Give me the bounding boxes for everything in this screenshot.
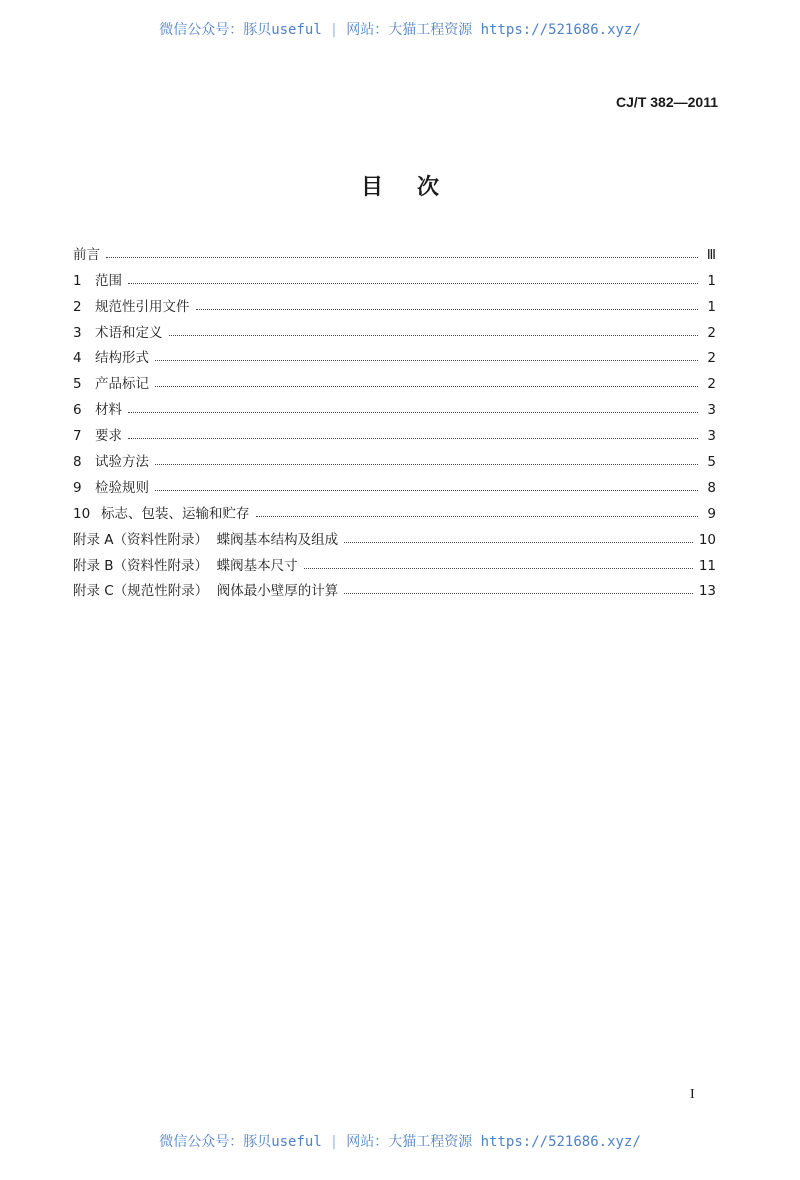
toc-entry-label: 材料	[95, 402, 122, 419]
toc-entry-label: 附录 B（资料性附录） 蝶阀基本尺寸	[73, 557, 298, 574]
watermark-separator: |	[329, 22, 339, 38]
toc-entry-number: 1	[73, 272, 82, 289]
toc-entry-label: 附录 A（资料性附录） 蝶阀基本结构及组成	[73, 531, 339, 548]
toc-entry	[73, 548, 716, 574]
dot-leader	[196, 309, 699, 310]
toc-entry-page: 5	[707, 454, 716, 471]
dot-leader	[155, 490, 698, 491]
toc-entry-page: Ⅲ	[706, 246, 716, 263]
toc-entry-page: 1	[707, 298, 716, 315]
dot-leader	[344, 593, 693, 594]
toc-entry-label: 检验规则	[95, 479, 149, 496]
dot-leader	[155, 360, 698, 361]
dot-leader	[106, 257, 698, 258]
watermark-right: 网站：大猫工程资源 https://521686.xyz/	[346, 22, 641, 38]
toc-entry-page: 3	[707, 402, 716, 419]
dot-leader	[128, 412, 698, 413]
toc-entry-page: 2	[707, 376, 716, 393]
dot-leader	[169, 335, 699, 336]
toc-entry-number: 8	[73, 454, 82, 471]
toc-entry-number: 6	[73, 402, 82, 419]
toc-entry-label: 产品标记	[95, 376, 149, 393]
toc-entry-page: 10	[698, 531, 716, 548]
toc-entry-label: 标志、包装、运输和贮存	[101, 505, 250, 522]
toc-entry	[73, 392, 716, 418]
watermark-right: 网站：大猫工程资源 https://521686.xyz/	[346, 1134, 641, 1150]
toc-entry	[73, 289, 716, 315]
document-number: CJ/T 382—2011	[616, 94, 718, 110]
dot-leader	[128, 283, 698, 284]
table-of-contents	[73, 237, 716, 599]
toc-entry	[73, 341, 716, 367]
toc-entry-page: 11	[698, 557, 716, 574]
toc-entry	[73, 418, 716, 444]
toc-entry-label: 试验方法	[95, 454, 149, 471]
page-title: 目次	[360, 175, 473, 200]
toc-entry-page: 2	[707, 324, 716, 341]
toc-entry	[73, 574, 716, 600]
toc-entry	[73, 496, 716, 522]
page-folio: I	[690, 1087, 695, 1102]
toc-entry-page: 3	[707, 428, 716, 445]
dot-leader	[155, 464, 698, 465]
watermark-left: 微信公众号：豚贝useful	[159, 22, 322, 38]
toc-entry-page: 13	[698, 583, 716, 600]
dot-leader	[344, 542, 693, 543]
toc-entry-number: 5	[73, 376, 82, 393]
watermark-separator: |	[329, 1134, 339, 1150]
dot-leader	[155, 386, 698, 387]
watermark-left: 微信公众号：豚贝useful	[159, 1134, 322, 1150]
toc-entry-label: 前言	[73, 246, 100, 263]
dot-leader	[128, 438, 698, 439]
toc-entry-number: 2	[73, 298, 82, 315]
watermark-bottom	[0, 1131, 800, 1151]
toc-entry-page: 9	[707, 505, 716, 522]
toc-entry	[73, 444, 716, 470]
dot-leader	[256, 516, 699, 517]
toc-entry	[73, 470, 716, 496]
toc-entry	[73, 263, 716, 289]
toc-entry-number: 4	[73, 350, 82, 367]
toc-entry	[73, 522, 716, 548]
toc-entry-number: 3	[73, 324, 82, 341]
dot-leader	[304, 568, 693, 569]
watermark-top	[0, 19, 800, 39]
toc-entry-label: 附录 C（规范性附录） 阀体最小壁厚的计算	[73, 583, 339, 600]
toc-entry-label: 要求	[95, 428, 122, 445]
toc-entry-page: 1	[707, 272, 716, 289]
toc-entry	[73, 366, 716, 392]
toc-entry-number: 10	[73, 505, 91, 522]
toc-entry	[73, 237, 716, 263]
toc-entry-page: 8	[707, 479, 716, 496]
toc-entry-label: 术语和定义	[95, 324, 163, 341]
toc-entry-label: 范围	[95, 272, 122, 289]
toc-entry-label: 结构形式	[95, 350, 149, 367]
toc-entry-number: 9	[73, 479, 82, 496]
toc-entry-label: 规范性引用文件	[95, 298, 190, 315]
toc-entry-number: 7	[73, 428, 82, 445]
toc-entry	[73, 315, 716, 341]
toc-entry-page: 2	[707, 350, 716, 367]
